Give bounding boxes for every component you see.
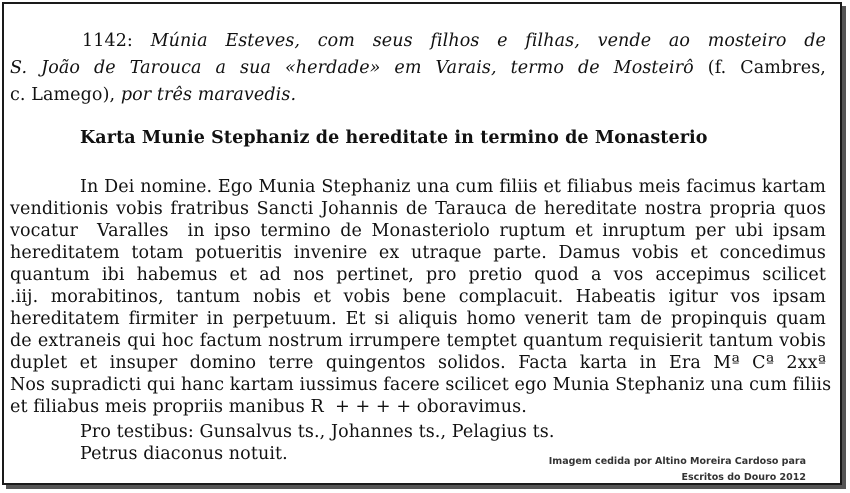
body-line: quantum ibi habemus et ad nos pertinet, pro pretio quod a vos accepimus scilicet [10,265,826,285]
scribe-line: Petrus diaconus notuit. [80,444,288,464]
body-line: vocatur Varalles in ipso termino de Monasteriolo ruptum et inruptum per ubi ipsam [10,221,826,241]
image-credit [546,454,806,486]
charter-date: 1142: [82,31,133,51]
witness-line: Pro testibus: Gunsalvus ts., Johannes ts., Pelagius ts. [80,422,555,442]
image-credit-line-1: Imagem cedida por Altino Moreira Cardoso para [548,456,806,467]
body-line: .iij. morabitinos, tantum nobis et vobis bene complacuit. Habeatis igitur vos ipsam [10,287,826,307]
header-note-2: c. Lamego), [10,85,116,105]
header-line-1 [82,30,826,52]
body-line: hereditatem totam potueritis invenire ex utraque parte. Damus vobis et concedimus [10,243,826,263]
header-summary-2: S. João de Tarouca a sua «herdade» em Varais, termo de Mosteirô [10,58,694,78]
image-credit-line-2: Escritos do Douro 2012 [681,472,806,483]
body-line: hereditatem firmiter in perpetuum. Et si aliquis homo venerit tam de propinquis quam [10,309,826,329]
body-line: In Dei nomine. Ego Munia Stephaniz una cum filiis et filiabus meis facimus kartam [80,177,826,197]
body-line: venditionis vobis fratribus Sancti Johannis de Tarauca de hereditate nostra propria quos [10,199,826,219]
body-line: duplet et insuper domino terre quingentos solidos. Facta karta in Era Mª Cª 2xxª [10,353,826,373]
header-line-2 [10,57,826,79]
body-line: Nos supradicti qui hanc kartam iussimus facere scilicet ego Munia Stephaniz una cum filiis [10,375,832,395]
header-note-1: (f. Cambres, [707,58,826,78]
header-line-3 [10,84,296,106]
body-line: et filiabus meis propriis manibus R + + + + oboravimus. [10,397,527,417]
header-summary-1: Múnia Esteves, com seus filhos e filhas, vende ao mosteiro de [150,31,826,51]
header-summary-3: por três maravedis. [120,85,297,105]
document-title: Karta Munie Stephaniz de hereditate in termino de Monasterio [80,128,708,148]
body-line: de extraneis qui hoc factum nostrum irrumpere temptet quantum requisierit tantum vobis [10,331,826,351]
